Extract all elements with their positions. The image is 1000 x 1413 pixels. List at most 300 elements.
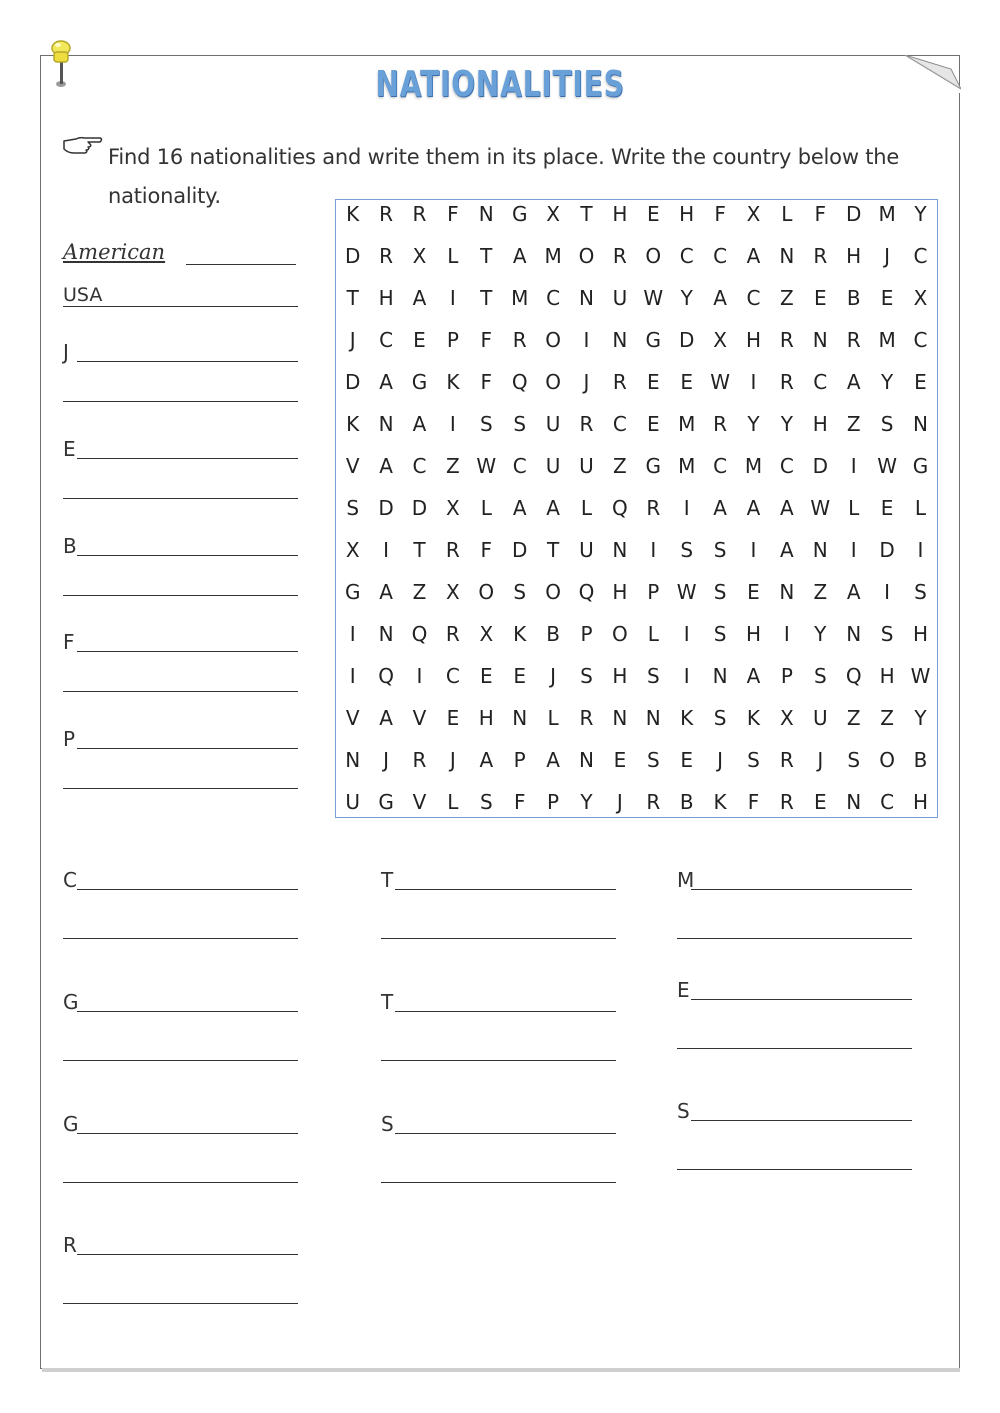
grid-letter[interactable]: I [917, 538, 924, 562]
grid-letter[interactable]: M [511, 286, 529, 310]
grid-letter[interactable]: E [880, 286, 894, 310]
grid-letter[interactable]: N [378, 412, 394, 436]
grid-letter[interactable]: D [411, 496, 428, 520]
grid-letter[interactable]: O [545, 580, 561, 604]
grid-letter[interactable]: M [878, 328, 896, 352]
grid-letter[interactable]: E [813, 286, 827, 310]
grid-letter[interactable]: N [345, 748, 361, 772]
grid-letter[interactable]: N [645, 706, 661, 730]
country-answer-line[interactable] [381, 938, 616, 939]
grid-letter[interactable]: U [579, 454, 594, 478]
grid-letter[interactable]: X [446, 580, 460, 604]
grid-letter[interactable]: A [746, 496, 761, 520]
grid-letter[interactable]: I [750, 538, 757, 562]
grid-letter[interactable]: K [680, 706, 694, 730]
grid-letter[interactable]: R [779, 748, 794, 772]
grid-letter[interactable]: J [717, 748, 724, 772]
nationality-answer-line[interactable] [77, 1011, 298, 1012]
grid-letter[interactable]: Z [846, 706, 861, 730]
grid-letter[interactable]: I [683, 622, 690, 646]
country-answer-line[interactable] [63, 498, 298, 499]
grid-letter[interactable]: A [780, 496, 794, 520]
country-answer-line[interactable] [677, 1169, 912, 1170]
grid-letter[interactable]: Z [613, 454, 627, 478]
grid-letter[interactable]: A [846, 370, 861, 394]
grid-letter[interactable]: R [846, 328, 861, 352]
grid-letter[interactable]: Q [411, 622, 428, 646]
grid-letter[interactable]: I [449, 286, 456, 310]
grid-letter[interactable]: Z [846, 412, 861, 436]
grid-letter[interactable]: F [480, 538, 493, 562]
grid-letter[interactable]: C [913, 244, 928, 268]
grid-letter[interactable]: E [747, 580, 760, 604]
grid-letter[interactable]: X [546, 202, 560, 226]
grid-letter[interactable]: X [780, 706, 794, 730]
grid-letter[interactable]: C [746, 286, 761, 310]
grid-letter[interactable]: M [544, 244, 562, 268]
grid-letter[interactable]: R [445, 538, 460, 562]
grid-letter[interactable]: X [479, 622, 494, 646]
grid-letter[interactable]: S [646, 664, 660, 688]
grid-letter[interactable]: C [512, 454, 527, 478]
grid-letter[interactable]: H [378, 286, 394, 310]
nationality-answer-line[interactable] [77, 1133, 298, 1134]
grid-letter[interactable]: I [683, 496, 690, 520]
grid-letter[interactable]: W [643, 286, 664, 310]
grid-letter[interactable]: X [446, 496, 460, 520]
grid-letter[interactable]: P [547, 790, 560, 814]
grid-letter[interactable]: A [780, 538, 794, 562]
grid-letter[interactable]: L [447, 244, 459, 268]
grid-letter[interactable]: I [650, 538, 657, 562]
grid-letter[interactable]: Q [845, 664, 862, 688]
nationality-answer-line[interactable] [691, 999, 912, 1000]
grid-letter[interactable]: R [713, 412, 728, 436]
grid-letter[interactable]: M [678, 454, 696, 478]
nationality-answer-line[interactable] [395, 1133, 616, 1134]
grid-letter[interactable]: W [810, 496, 831, 520]
grid-letter[interactable]: Z [880, 706, 894, 730]
grid-letter[interactable]: A [412, 412, 427, 436]
grid-letter[interactable]: S [513, 580, 527, 604]
grid-letter[interactable]: J [884, 244, 891, 268]
grid-letter[interactable]: R [779, 790, 794, 814]
grid-letter[interactable]: G [378, 790, 394, 814]
grid-letter[interactable]: R [646, 496, 661, 520]
country-answer-line[interactable] [381, 1182, 616, 1183]
grid-letter[interactable]: G [912, 454, 929, 478]
grid-letter[interactable]: T [480, 244, 493, 268]
grid-letter[interactable]: X [746, 202, 761, 226]
grid-letter[interactable]: L [848, 496, 860, 520]
grid-letter[interactable]: N [579, 286, 594, 310]
grid-letter[interactable]: C [379, 328, 394, 352]
grid-letter[interactable]: B [679, 790, 694, 814]
grid-letter[interactable]: E [646, 412, 660, 436]
grid-letter[interactable]: E [914, 370, 927, 394]
grid-letter[interactable]: A [746, 664, 761, 688]
grid-letter[interactable]: H [478, 706, 494, 730]
grid-letter[interactable]: K [446, 370, 460, 394]
grid-letter[interactable]: Z [780, 286, 794, 310]
grid-letter[interactable]: G [411, 370, 428, 394]
grid-letter[interactable]: W [676, 580, 697, 604]
grid-letter[interactable]: J [817, 748, 824, 772]
grid-letter[interactable]: L [580, 496, 593, 520]
grid-letter[interactable]: S [513, 412, 527, 436]
grid-letter[interactable]: M [744, 454, 763, 478]
grid-letter[interactable]: A [412, 286, 427, 310]
grid-letter[interactable]: O [645, 244, 662, 268]
country-answer-line[interactable] [677, 1048, 912, 1049]
grid-letter[interactable]: I [349, 664, 356, 688]
grid-letter[interactable]: C [813, 370, 828, 394]
grid-letter[interactable]: Q [578, 580, 595, 604]
grid-letter[interactable]: P [780, 664, 793, 688]
grid-letter[interactable]: Q [612, 496, 628, 520]
grid-letter[interactable]: N [779, 244, 795, 268]
grid-letter[interactable]: D [344, 244, 361, 268]
grid-letter[interactable]: H [912, 790, 929, 814]
grid-letter[interactable]: G [511, 202, 528, 226]
grid-letter[interactable]: N [378, 622, 394, 646]
grid-letter[interactable]: T [480, 286, 493, 310]
grid-letter[interactable]: N [512, 706, 528, 730]
grid-letter[interactable]: U [545, 454, 561, 478]
grid-letter[interactable]: C [612, 412, 627, 436]
grid-letter[interactable]: C [412, 454, 427, 478]
grid-letter[interactable]: S [747, 748, 760, 772]
grid-letter[interactable]: L [647, 622, 659, 646]
grid-letter[interactable]: Q [511, 370, 528, 394]
grid-letter[interactable]: T [546, 538, 560, 562]
grid-letter[interactable]: S [713, 538, 727, 562]
grid-letter[interactable]: R [813, 244, 828, 268]
grid-letter[interactable]: L [914, 496, 927, 520]
grid-letter[interactable]: A [546, 748, 560, 772]
grid-letter[interactable]: J [583, 370, 590, 394]
nationality-answer-line[interactable] [77, 651, 298, 652]
grid-letter[interactable]: F [480, 328, 493, 352]
grid-letter[interactable]: S [580, 664, 593, 688]
grid-letter[interactable]: H [612, 664, 628, 688]
grid-letter[interactable]: T [580, 202, 593, 226]
grid-letter[interactable]: Z [412, 580, 427, 604]
grid-letter[interactable]: L [447, 790, 459, 814]
grid-letter[interactable]: B [546, 622, 560, 646]
grid-letter[interactable]: A [546, 496, 560, 520]
grid-letter[interactable]: N [779, 580, 795, 604]
grid-letter[interactable]: L [547, 706, 559, 730]
grid-letter[interactable]: Y [747, 412, 760, 436]
grid-letter[interactable]: I [449, 412, 456, 436]
grid-letter[interactable]: N [846, 790, 862, 814]
grid-letter[interactable]: R [379, 202, 394, 226]
grid-letter[interactable]: N [712, 664, 728, 688]
grid-letter[interactable]: E [680, 370, 694, 394]
grid-letter[interactable]: I [383, 538, 390, 562]
grid-letter[interactable]: X [345, 538, 360, 562]
grid-letter[interactable]: X [913, 286, 928, 310]
grid-letter[interactable]: R [579, 706, 594, 730]
grid-letter[interactable]: H [679, 202, 695, 226]
grid-letter[interactable]: A [746, 244, 761, 268]
grid-letter[interactable]: L [480, 496, 492, 520]
grid-letter[interactable]: O [478, 580, 495, 604]
grid-letter[interactable]: R [779, 328, 794, 352]
grid-letter[interactable]: E [646, 370, 660, 394]
grid-letter[interactable]: I [783, 622, 790, 646]
grid-letter[interactable]: F [714, 202, 726, 226]
grid-letter[interactable]: K [746, 706, 761, 730]
grid-letter[interactable]: C [546, 286, 561, 310]
nationality-answer-line[interactable] [77, 361, 298, 362]
grid-letter[interactable]: W [877, 454, 897, 478]
grid-letter[interactable]: Y [780, 412, 793, 436]
grid-letter[interactable]: N [478, 202, 494, 226]
nationality-answer-line[interactable] [77, 1254, 298, 1255]
grid-letter[interactable]: K [346, 412, 360, 436]
grid-letter[interactable]: Y [680, 286, 693, 310]
grid-letter[interactable]: D [378, 496, 394, 520]
grid-letter[interactable]: A [512, 244, 527, 268]
grid-letter[interactable]: A [479, 748, 494, 772]
grid-letter[interactable]: P [446, 328, 459, 352]
grid-letter[interactable]: I [850, 538, 857, 562]
grid-letter[interactable]: T [413, 538, 426, 562]
country-answer-line[interactable] [63, 1060, 298, 1061]
grid-letter[interactable]: P [513, 748, 526, 772]
grid-letter[interactable]: R [612, 370, 627, 394]
grid-letter[interactable]: I [850, 454, 857, 478]
grid-letter[interactable]: B [846, 286, 861, 310]
nationality-answer-line[interactable] [77, 889, 298, 890]
grid-letter[interactable]: F [513, 790, 526, 814]
grid-letter[interactable]: C [679, 244, 694, 268]
grid-letter[interactable]: R [779, 370, 794, 394]
grid-letter[interactable]: K [346, 202, 360, 226]
grid-letter[interactable]: U [345, 790, 361, 814]
grid-letter[interactable]: A [512, 496, 527, 520]
grid-letter[interactable]: E [646, 202, 660, 226]
grid-letter[interactable]: N [913, 412, 928, 436]
grid-letter[interactable]: A [713, 496, 727, 520]
nationality-answer-line[interactable] [77, 555, 298, 556]
grid-letter[interactable]: P [647, 580, 660, 604]
grid-letter[interactable]: J [383, 748, 390, 772]
grid-letter[interactable]: G [344, 580, 361, 604]
grid-letter[interactable]: H [745, 622, 762, 646]
grid-letter[interactable]: S [847, 748, 861, 772]
grid-letter[interactable]: U [579, 538, 594, 562]
grid-letter[interactable]: R [612, 244, 627, 268]
nationality-answer-line[interactable] [691, 1120, 912, 1121]
grid-letter[interactable]: C [713, 244, 728, 268]
grid-letter[interactable]: N [812, 538, 828, 562]
grid-letter[interactable]: S [914, 580, 927, 604]
grid-letter[interactable]: Y [914, 202, 927, 226]
grid-letter[interactable]: D [879, 538, 895, 562]
grid-letter[interactable]: C [779, 454, 794, 478]
grid-letter[interactable]: J [349, 328, 356, 352]
nationality-answer-line[interactable] [691, 889, 912, 890]
grid-letter[interactable]: R [412, 748, 427, 772]
country-answer-line[interactable] [63, 788, 298, 789]
grid-letter[interactable]: C [913, 328, 928, 352]
grid-letter[interactable]: S [646, 748, 660, 772]
grid-letter[interactable]: Q [378, 664, 394, 688]
grid-letter[interactable]: X [713, 328, 727, 352]
grid-letter[interactable]: A [379, 370, 393, 394]
grid-letter[interactable]: J [550, 664, 557, 688]
grid-letter[interactable]: C [713, 454, 728, 478]
grid-letter[interactable]: D [678, 328, 695, 352]
nationality-answer-line[interactable] [395, 889, 616, 890]
grid-letter[interactable]: N [612, 328, 628, 352]
grid-letter[interactable]: E [880, 496, 894, 520]
grid-letter[interactable]: D [511, 538, 528, 562]
grid-letter[interactable]: Y [914, 706, 927, 730]
grid-letter[interactable]: Z [813, 580, 828, 604]
country-answer-line[interactable] [63, 691, 298, 692]
country-answer-line[interactable] [381, 1060, 616, 1061]
grid-letter[interactable]: I [750, 370, 757, 394]
grid-letter[interactable]: A [713, 286, 727, 310]
grid-letter[interactable]: D [344, 370, 361, 394]
grid-letter[interactable]: G [645, 328, 662, 352]
grid-letter[interactable]: E [413, 328, 426, 352]
grid-letter[interactable]: Y [580, 790, 593, 814]
grid-letter[interactable]: A [379, 580, 393, 604]
grid-letter[interactable]: D [812, 454, 828, 478]
grid-letter[interactable]: O [545, 328, 561, 352]
grid-letter[interactable]: F [814, 202, 827, 226]
grid-letter[interactable]: N [579, 748, 594, 772]
grid-letter[interactable]: A [379, 706, 393, 730]
grid-letter[interactable]: H [612, 202, 628, 226]
grid-letter[interactable]: S [680, 538, 694, 562]
grid-letter[interactable]: R [379, 244, 394, 268]
grid-letter[interactable]: I [349, 622, 356, 646]
grid-letter[interactable]: E [446, 706, 460, 730]
grid-letter[interactable]: I [416, 664, 423, 688]
grid-letter[interactable]: N [612, 538, 628, 562]
grid-letter[interactable]: E [513, 664, 527, 688]
country-answer-line[interactable] [63, 1182, 298, 1183]
grid-letter[interactable]: S [813, 664, 827, 688]
grid-letter[interactable]: V [412, 706, 427, 730]
grid-letter[interactable]: H [812, 412, 828, 436]
grid-letter[interactable]: H [912, 622, 929, 646]
grid-letter[interactable]: O [612, 622, 628, 646]
nationality-answer-line[interactable] [77, 458, 298, 459]
grid-letter[interactable]: E [813, 790, 827, 814]
grid-letter[interactable]: S [479, 412, 493, 436]
grid-letter[interactable]: D [845, 202, 862, 226]
grid-letter[interactable]: F [480, 370, 493, 394]
grid-letter[interactable]: V [345, 706, 360, 730]
grid-letter[interactable]: X [412, 244, 427, 268]
grid-letter[interactable]: U [545, 412, 561, 436]
grid-letter[interactable]: J [449, 748, 456, 772]
grid-letter[interactable]: S [880, 412, 894, 436]
grid-letter[interactable]: L [781, 202, 793, 226]
grid-letter[interactable]: H [745, 328, 762, 352]
grid-letter[interactable]: M [878, 202, 896, 226]
grid-letter[interactable]: A [379, 454, 393, 478]
grid-letter[interactable]: I [583, 328, 590, 352]
grid-letter[interactable]: I [884, 580, 891, 604]
grid-letter[interactable]: M [678, 412, 696, 436]
grid-letter[interactable]: B [913, 748, 928, 772]
grid-letter[interactable]: Y [814, 622, 827, 646]
grid-letter[interactable]: N [846, 622, 862, 646]
nationality-answer-line[interactable] [395, 1011, 616, 1012]
grid-letter[interactable]: S [713, 706, 727, 730]
grid-letter[interactable]: N [812, 328, 828, 352]
grid-letter[interactable]: R [512, 328, 527, 352]
grid-letter[interactable]: C [445, 664, 460, 688]
country-answer-line[interactable] [63, 595, 298, 596]
grid-letter[interactable]: E [680, 748, 694, 772]
country-answer-line[interactable] [63, 401, 298, 402]
grid-letter[interactable]: J [616, 790, 623, 814]
grid-letter[interactable]: R [445, 622, 460, 646]
grid-letter[interactable]: O [545, 370, 561, 394]
grid-letter[interactable]: T [346, 286, 359, 310]
grid-letter[interactable]: K [513, 622, 527, 646]
grid-letter[interactable]: A [846, 580, 861, 604]
grid-letter[interactable]: V [412, 790, 427, 814]
country-answer-line[interactable] [63, 938, 298, 939]
grid-letter[interactable]: W [476, 454, 497, 478]
grid-letter[interactable]: S [713, 622, 727, 646]
grid-letter[interactable]: I [683, 664, 690, 688]
grid-letter[interactable]: S [713, 580, 727, 604]
grid-letter[interactable]: O [578, 244, 595, 268]
country-answer-line[interactable] [677, 938, 912, 939]
grid-letter[interactable]: F [747, 790, 760, 814]
grid-letter[interactable]: U [812, 706, 828, 730]
grid-letter[interactable]: E [613, 748, 627, 772]
grid-letter[interactable]: G [645, 454, 662, 478]
grid-letter[interactable]: K [713, 790, 727, 814]
grid-letter[interactable]: P [580, 622, 593, 646]
grid-letter[interactable]: H [846, 244, 862, 268]
grid-letter[interactable]: W [910, 664, 931, 688]
grid-letter[interactable]: C [880, 790, 895, 814]
grid-letter[interactable]: U [612, 286, 628, 310]
grid-letter[interactable]: R [412, 202, 427, 226]
grid-letter[interactable]: Z [446, 454, 460, 478]
grid-letter[interactable]: V [345, 454, 360, 478]
grid-letter[interactable]: S [880, 622, 894, 646]
grid-letter[interactable]: Y [880, 370, 894, 394]
grid-letter[interactable]: H [879, 664, 895, 688]
grid-letter[interactable]: N [612, 706, 628, 730]
country-answer-line[interactable] [63, 1303, 298, 1304]
grid-letter[interactable]: S [346, 496, 360, 520]
grid-letter[interactable]: E [479, 664, 493, 688]
nationality-answer-line[interactable] [77, 748, 298, 749]
grid-letter[interactable]: H [612, 580, 628, 604]
grid-letter[interactable]: R [579, 412, 594, 436]
grid-letter[interactable]: F [447, 202, 459, 226]
grid-letter[interactable]: S [479, 790, 493, 814]
grid-letter[interactable]: R [646, 790, 661, 814]
grid-letter[interactable]: W [710, 370, 730, 394]
grid-letter[interactable]: O [879, 748, 895, 772]
